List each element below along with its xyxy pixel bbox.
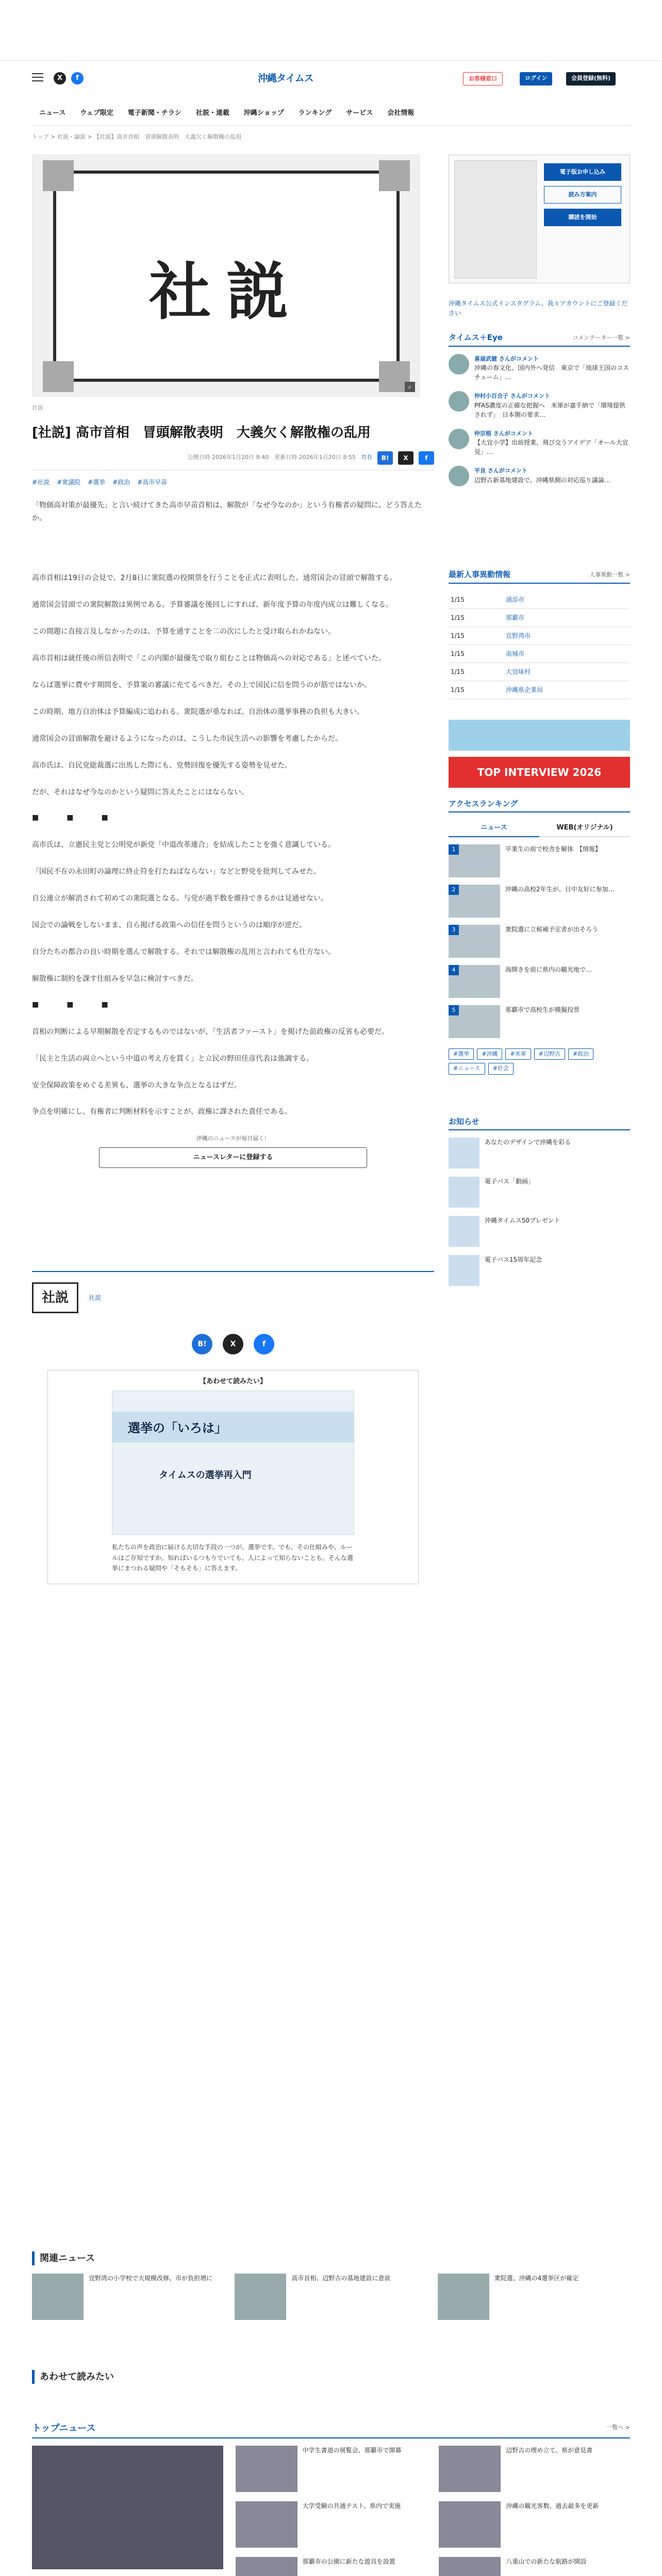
- related-item[interactable]: 高市首相、辺野古の基地建設に意欲: [235, 2274, 427, 2320]
- tag[interactable]: #選挙: [88, 478, 106, 486]
- section-heading: アクセスランキング: [449, 798, 630, 813]
- share-buttons: [32, 1334, 434, 1354]
- avatar: [449, 429, 469, 449]
- top-news-lead[interactable]: [32, 2446, 223, 2576]
- keyword[interactable]: #政治: [568, 1048, 593, 1060]
- article-image: [32, 155, 420, 397]
- newsletter-button[interactable]: ニュースレターに登録する: [99, 1147, 367, 1168]
- hatena-icon[interactable]: B!: [192, 1334, 212, 1354]
- news-item[interactable]: 大学受験の共通テスト、県内で実施: [236, 2501, 427, 2548]
- breadcrumb[interactable]: トップ > 社説・論説 > 【社説】高市首相 冒頭解散表明 大義欠く解散権の乱用: [32, 133, 242, 140]
- banner-area: [449, 720, 630, 788]
- ranking-item[interactable]: 3 衆院選に立候補予定者が出そろう: [449, 925, 630, 958]
- recommend-image-subtitle: タイムスの選挙再入門: [159, 1470, 252, 1481]
- e-paper-ad[interactable]: [449, 155, 630, 283]
- avatar: [449, 466, 469, 486]
- paragraph: この時期、地方自治体は予算編成に追われる。衆院選が重なれば、自治体の選挙事務の負担も大きい。: [32, 707, 364, 716]
- global-nav: [32, 103, 630, 126]
- newspaper-thumbnail: [454, 160, 537, 279]
- tag[interactable]: #社説: [32, 478, 50, 486]
- nav-item[interactable]: ニュース: [39, 109, 66, 117]
- notice-item[interactable]: 電子バス15周年記念: [449, 1255, 630, 1286]
- personnel-section: [449, 569, 630, 699]
- news-item[interactable]: 沖縄の観光客数、過去最多を更新: [439, 2501, 630, 2548]
- keyword[interactable]: #米軍: [505, 1048, 531, 1060]
- keyword[interactable]: #選挙: [449, 1048, 474, 1060]
- site-logo[interactable]: 沖縄タイムス: [258, 73, 313, 84]
- series-logo[interactable]: 社説: [32, 1282, 78, 1313]
- avatar: [449, 391, 469, 412]
- e-paper-guide-button[interactable]: 読み方案内: [544, 186, 621, 204]
- table-row[interactable]: 1/15 沖縄県企業局: [449, 681, 630, 699]
- news-item[interactable]: 辺野古の埋め立て、県が意見書: [439, 2446, 630, 2492]
- table-row[interactable]: 1/15 宜野湾市: [449, 626, 630, 645]
- article-title: [社説] 高市首相 冒頭解散表明 大義欠く解散権の乱用: [32, 425, 371, 440]
- sidebar: [449, 155, 630, 1294]
- paragraph: 高市首相は19日の会見で、2月8日に衆院選の投開票を行うことを正式に表明した。通常国会の冒頭で解散する。: [32, 574, 397, 583]
- recommend-image: [112, 1391, 354, 1535]
- paragraph: 「民主と生活の両立へという中道の考え方を貫く」と立民の野田佳彦代表は強調する。: [32, 1054, 313, 1063]
- also-read: [32, 2370, 630, 2392]
- login-button[interactable]: ログイン: [520, 72, 552, 86]
- news-item[interactable]: 中学生書道の展覧会、那覇市で開幕: [236, 2446, 427, 2492]
- nav-item[interactable]: 会社情報: [387, 109, 415, 117]
- paragraph: 安全保障政策をめぐる差異も、選挙の大きな争点となるはずだ。: [32, 1081, 241, 1090]
- share-label: 共有: [361, 454, 372, 461]
- series-link[interactable]: 社説: [89, 1294, 102, 1301]
- tag[interactable]: #衆議院: [57, 478, 81, 486]
- table-row[interactable]: 1/15 大宜味村: [449, 663, 630, 681]
- nav-item[interactable]: 社説・連載: [195, 109, 229, 117]
- image-caption: 社説: [32, 404, 43, 411]
- paragraph: 国会での論戦をしないまま、自ら掲げる政策への信任を問うというのは順序が逆だ。: [32, 921, 306, 930]
- article-body: [32, 499, 434, 1120]
- keyword[interactable]: #ニュース: [449, 1063, 485, 1075]
- table-row[interactable]: 1/15 那覇市: [449, 608, 630, 626]
- notice-section: [449, 1116, 630, 1286]
- nav-item[interactable]: 電子新聞・チラシ: [127, 109, 181, 117]
- section-separator: ■ ■ ■: [32, 814, 119, 822]
- tag[interactable]: #政治: [112, 478, 130, 486]
- top-news-more-link[interactable]: 一覧へ >: [606, 2424, 630, 2431]
- keyword[interactable]: #沖縄: [477, 1048, 502, 1060]
- section-heading: 関連ニュース: [32, 2251, 630, 2265]
- tab-web[interactable]: WEB(オリジナル): [539, 820, 630, 837]
- related-news: [32, 2251, 630, 2320]
- notice-item[interactable]: あなたのデザインで沖縄を彩る: [449, 1138, 630, 1168]
- table-row[interactable]: 1/15 浦添市: [449, 591, 630, 609]
- section-heading: お知らせ: [449, 1116, 630, 1131]
- comment-item[interactable]: 仲宗根 さんがコメント 【大宜小学】出前授業、飛び交うアイデア「オール大宜見」…: [449, 429, 630, 457]
- ranking-item[interactable]: 2 沖縄の高校2年生が、日中友好に参加…: [449, 885, 630, 918]
- personnel-table: [449, 591, 630, 699]
- paragraph: 通常国会の冒頭解散を避けるようになったのは、こうした市民生活への影響を考慮したからだ。: [32, 734, 342, 743]
- x-icon[interactable]: X: [54, 72, 66, 84]
- paragraph: 自公連立が解消されて初めての衆院選となる。与党が過半数を維持できるかは見通せない。: [32, 894, 328, 903]
- recommend-image-title: 選挙の「いろは」: [128, 1421, 227, 1436]
- ranking-item[interactable]: 4 海開きを前に県内の観光地で…: [449, 965, 630, 998]
- register-button[interactable]: 会員登録(無料): [566, 72, 616, 86]
- nav-item[interactable]: 沖縄ショップ: [243, 109, 284, 117]
- instagram-link[interactable]: 沖縄タイムス公式インスタグラム。我々アカウントにご登録ください: [449, 300, 628, 317]
- menu-icon[interactable]: [32, 73, 43, 81]
- facebook-icon[interactable]: f: [71, 72, 84, 84]
- facebook-share-icon[interactable]: f: [419, 451, 434, 465]
- editorial-card: [53, 171, 400, 382]
- newsletter-box: [99, 1134, 367, 1168]
- nav-item[interactable]: ランキング: [298, 109, 332, 117]
- x-share-icon[interactable]: X: [398, 451, 413, 465]
- keyword-list: [449, 1048, 630, 1075]
- news-item[interactable]: 八重山での新たな航路が開設: [439, 2557, 630, 2576]
- comment-item[interactable]: 平良 さんがコメント 辺野古新基地建設で、沖縄県側の対応巡り議論…: [449, 466, 630, 486]
- recommend-box[interactable]: [47, 1370, 419, 1585]
- article-meta: [32, 451, 434, 470]
- paragraph: 高市氏は、立憲民主党と公明党が新党「中道改革連合」を結成したことを強く意識している。: [32, 841, 335, 850]
- section-heading: あわせて読みたい: [32, 2370, 630, 2384]
- ranking-section: [449, 798, 630, 1075]
- tab-news[interactable]: ニュース: [449, 820, 539, 837]
- newsletter-note: 沖縄のニュースが毎日届く！: [196, 1135, 270, 1142]
- section-heading: タイムス＋Eye コメンテーター一覧 >: [449, 332, 630, 347]
- article: [32, 155, 434, 1584]
- nav-item[interactable]: サービス: [346, 109, 373, 117]
- related-item[interactable]: 宜野湾の小学校で大規模改修、市が負担増に: [32, 2274, 224, 2320]
- avatar: [449, 354, 469, 375]
- paragraph: 「国民不在の永田町の論理に終止符を打たねばならない」などと野党を批判してみせた。: [32, 868, 321, 876]
- paragraph: 自分たちの都合の良い時期を選んで解散する。それでは解散権の乱用と言われても仕方ない。: [32, 947, 335, 956]
- job-banner[interactable]: [449, 720, 630, 751]
- paragraph: 「物価高対策が最優先」と言い続けてきた高市早苗首相は、解散が「なぜ今なのか」という有権者の疑問に、どう答えたか。: [32, 501, 422, 523]
- section-separator: ■ ■ ■: [32, 1000, 119, 1009]
- facebook-share-icon[interactable]: f: [254, 1334, 274, 1354]
- ranking-tabs: [449, 820, 630, 837]
- paragraph: 首相の判断による早期解散を否定するものではないが、「生活者ファースト」を掲げた前政権の反省も必要だ。: [32, 1027, 389, 1036]
- support-button[interactable]: お客様窓口: [463, 72, 503, 86]
- top-news: [32, 2421, 630, 2576]
- commentator-list-link[interactable]: コメンテーター一覧 >: [572, 334, 630, 342]
- paragraph: 解散権に制約を課す仕組みを早急に検討すべきだ。: [32, 974, 198, 983]
- paragraph: だが、それはなぜ今なのかという疑問に答えたことにはならない。: [32, 788, 249, 796]
- editorial-image-text: 社説: [149, 256, 304, 328]
- personnel-list-link[interactable]: 人事異動一覧 >: [589, 571, 630, 579]
- paragraph: 高市首相は就任後の所信表明で「この内閣が最優先で取り組むことは物価高への対応である」と述べていた。: [32, 654, 386, 663]
- notice-item[interactable]: 沖縄タイムス50プレゼント: [449, 1216, 630, 1247]
- top-interview-banner[interactable]: TOP INTERVIEW 2026: [449, 757, 630, 788]
- hatena-icon[interactable]: B!: [377, 451, 393, 465]
- paragraph: この間題に直接言及しなかったのは、予算を通すことを二の次にしたと受け取られかねない。: [32, 628, 335, 636]
- ranking-item[interactable]: 1 卒業生の前で校舎を解体 【情報】: [449, 844, 630, 877]
- series-block: [32, 1271, 434, 1585]
- recommend-heading: 【あわせて読みたい】: [199, 1377, 267, 1385]
- news-item[interactable]: 那覇市の公園に新たな遊具を設置: [236, 2557, 427, 2576]
- table-row[interactable]: 1/15 南城市: [449, 645, 630, 663]
- keyword[interactable]: #辺野古: [534, 1048, 565, 1060]
- paragraph: 争点を明確にし、有権者に判断材料を示すことが、政権に課された責任である。: [32, 1108, 292, 1116]
- paragraph: ならば選挙に費やす期間を、予算案の審議に充てるべきだ。その上で国民に信を問うのが筋ではないか。: [32, 681, 371, 689]
- paragraph: 通常国会冒頭での衆院解散は異例である。予算審議を後回しにすれば、新年度予算の年度内成立は難しくなる。: [32, 601, 393, 609]
- x-share-icon[interactable]: X: [223, 1334, 243, 1354]
- notice-item[interactable]: 電子バス「動画」: [449, 1177, 630, 1208]
- paragraph: 高市氏は、自民党総裁選に出馬した際にも、党勢回復を優先する姿勢を見せた。: [32, 761, 292, 770]
- tag[interactable]: #高市早苗: [137, 478, 168, 486]
- section-heading: 最新人事異動情報 人事異動一覧 >: [449, 569, 630, 584]
- nav-item[interactable]: ウェブ限定: [80, 109, 113, 117]
- subscribe-button[interactable]: 購読を開始: [544, 209, 621, 226]
- comment-item[interactable]: 仲村小百合子 さんがコメント PFAS濃度の正確な把握へ 米軍が嘉手納で「環境提供されず」 日本側の要求…: [449, 391, 630, 419]
- eye-section: [449, 332, 630, 486]
- publish-date: 公開日時 2026年1月20日 8:40 更新日時 2026年1月20日 8:55: [187, 454, 356, 461]
- tag-list: [32, 478, 434, 487]
- related-item[interactable]: 衆院選、沖縄の4選挙区が確定: [438, 2274, 630, 2320]
- ranking-item[interactable]: 5 那覇市で高校生が模擬投票: [449, 1005, 630, 1038]
- keyword[interactable]: #社会: [488, 1063, 514, 1075]
- recommend-text: 私たちの声を政治に届ける大切な手段の一つが、選挙です。でも、その仕組みや、ルールはご存知ですか。知ればいるつもりでいても、人によって知らないことも。そんな選挙にまつわる疑問や「そもそも」に答えます。: [112, 1544, 353, 1572]
- section-heading: トップニュース 一覧へ >: [32, 2421, 630, 2438]
- e-paper-signup-button[interactable]: 電子版お申し込み: [544, 163, 621, 181]
- comment-item[interactable]: 喜屋武健 さんがコメント 沖縄の春文化、国内外へ発信 東京で「琉球王国のコスチューム」…: [449, 354, 630, 382]
- zoom-icon[interactable]: ⌕: [405, 382, 415, 392]
- site-header: [0, 0, 662, 84]
